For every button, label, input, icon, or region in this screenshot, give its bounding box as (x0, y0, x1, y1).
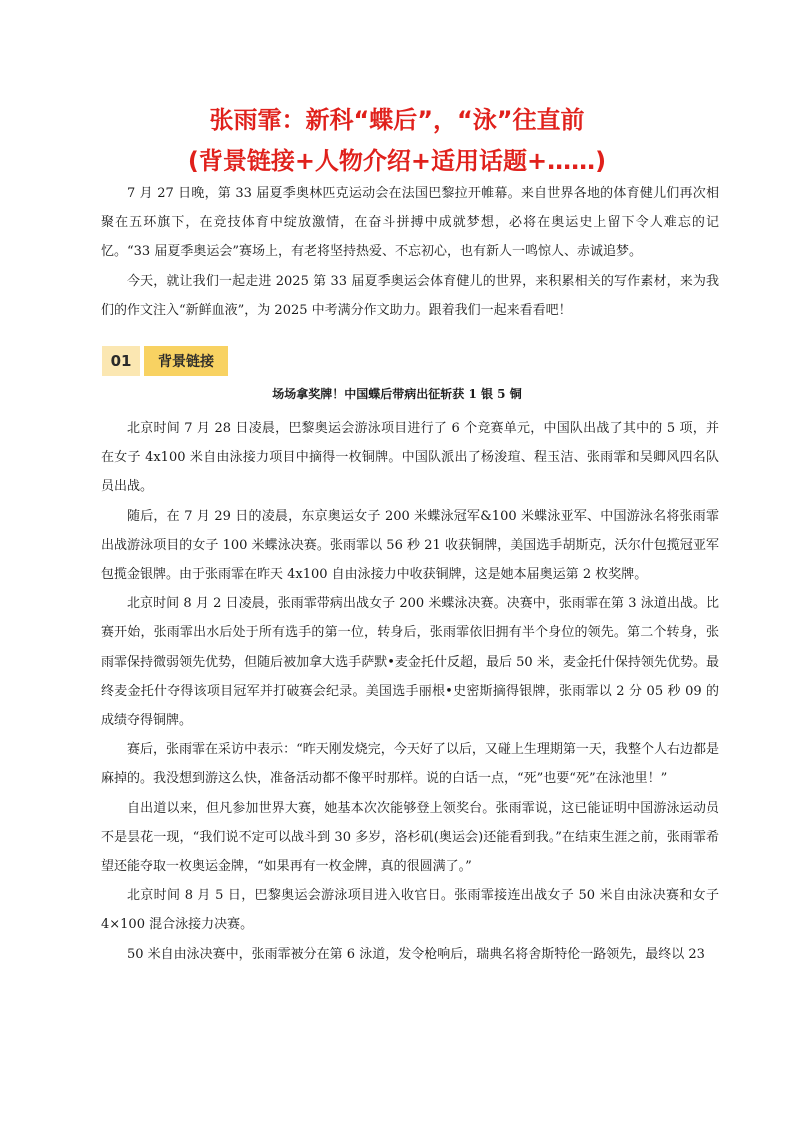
intro-block (101, 179, 719, 325)
body-paragraph: 50 米自由泳决赛中，张雨霏被分在第 6 泳道，发令枪响后，瑞典名将舍斯特伦一路领先，最终以 23 (127, 946, 705, 962)
article-body (101, 414, 719, 969)
body-paragraph: 北京时间 7 月 28 日凌晨，巴黎奥运会游泳项目进行了 6 个竞赛单元，中国队出战了其中的 5 项，并在女子 4x100 米自由泳接力项目中摘得一枚铜牌。中国队派出了杨浚瑄、程玉洁、张雨霏和吴卿风四名队员出战。 (101, 421, 719, 495)
body-paragraph: 赛后，张雨霏在采访中表示：“昨天刚发烧完，今天好了以后，又碰上生理期第一天，我整个人右边都是麻掉的。我没想到游这么快，准备活动都不像平时那样。说的白话一点，“死”也要“死”在泳池里！” (101, 742, 719, 787)
body-paragraph: 自出道以来，但凡参加世界大赛，她基本次次能够登上领奖台。张雨霏说，这已能证明中国游泳运动员不是昙花一现，“我们说不定可以战斗到 30 多岁，洛杉矶(奥运会)还能看到我。”在结束生涯之前，张雨霏希望还能夺取一枚奥运金牌，“如果再有一枚金牌，真的很圆满了。” (101, 800, 719, 875)
body-paragraph: 随后，在 7 月 29 日的凌晨，东京奥运女子 200 米蝶泳冠军&100 米蝶泳亚军、中国游泳名将张雨霏出战游泳项目的女子 100 米蝶泳决赛。张雨霏以 56 秒 21 收获铜牌，美国选手胡斯克，沃尔什包揽冠亚军包揽金银牌。由于张雨霏在昨天 4x100 自由泳接力中收获铜牌，这是她本届奥运第 2 枚奖牌。 (101, 508, 719, 583)
body-paragraph: 北京时间 8 月 5 日，巴黎奥运会游泳项目进入收官日。张雨霏接连出战女子 50 米自由泳决赛和女子 4×100 混合泳接力决赛。 (101, 888, 719, 933)
section-label: 背景链接 (144, 346, 228, 376)
intro-paragraph: 7 月 27 日晚，第 33 届夏季奥林匹克运动会在法国巴黎拉开帷幕。来自世界各地的体育健儿们再次相聚在五环旗下，在竞技体育中绽放激情，在奋斗拼搏中成就梦想，必将在奥运史上留下令人难忘的记忆。“33 届夏季奥运会”赛场上，有老将坚持热爱、不忘初心，也有新人一鸣惊人、赤诚追梦。 (101, 186, 719, 260)
body-paragraph: 北京时间 8 月 2 日凌晨，张雨霏带病出战女子 200 米蝶泳决赛。决赛中，张雨霏在第 3 泳道出战。比赛开始，张雨霏出水后处于所有选手的第一位，转身后，张雨霏依旧拥有半个身位的领先。第二个转身，张雨霏保持微弱领先优势，但随后被加拿大选手萨默•麦金托什反超，最后 50 米，麦金托什保持领先优势。最终麦金托什夺得该项目冠军并打破赛会纪录。美国选手丽根•史密斯摘得银牌，张雨霏以 2 分 05 秒 09 的成绩夺得铜牌。 (101, 596, 719, 729)
section-heading (102, 346, 234, 376)
intro-paragraph: 今天，就让我们一起走进 2025 第 33 届夏季奥运会体育健儿的世界，来积累相关的写作素材，来为我们的作文注入“新鲜血液”，为 2025 中考满分作文助力。跟着我们一起来看看吧！ (101, 273, 719, 318)
document-title-line-2: (背景链接+人物介绍+适用话题+……) (187, 147, 607, 175)
article-subheading: 场场拿奖牌！中国蝶后带病出征斩获 1 银 5 铜 (272, 387, 522, 401)
section-number: 01 (102, 346, 140, 376)
document-title-line-1: 张雨霏：新科“蝶后”，“泳”往直前 (209, 106, 585, 134)
